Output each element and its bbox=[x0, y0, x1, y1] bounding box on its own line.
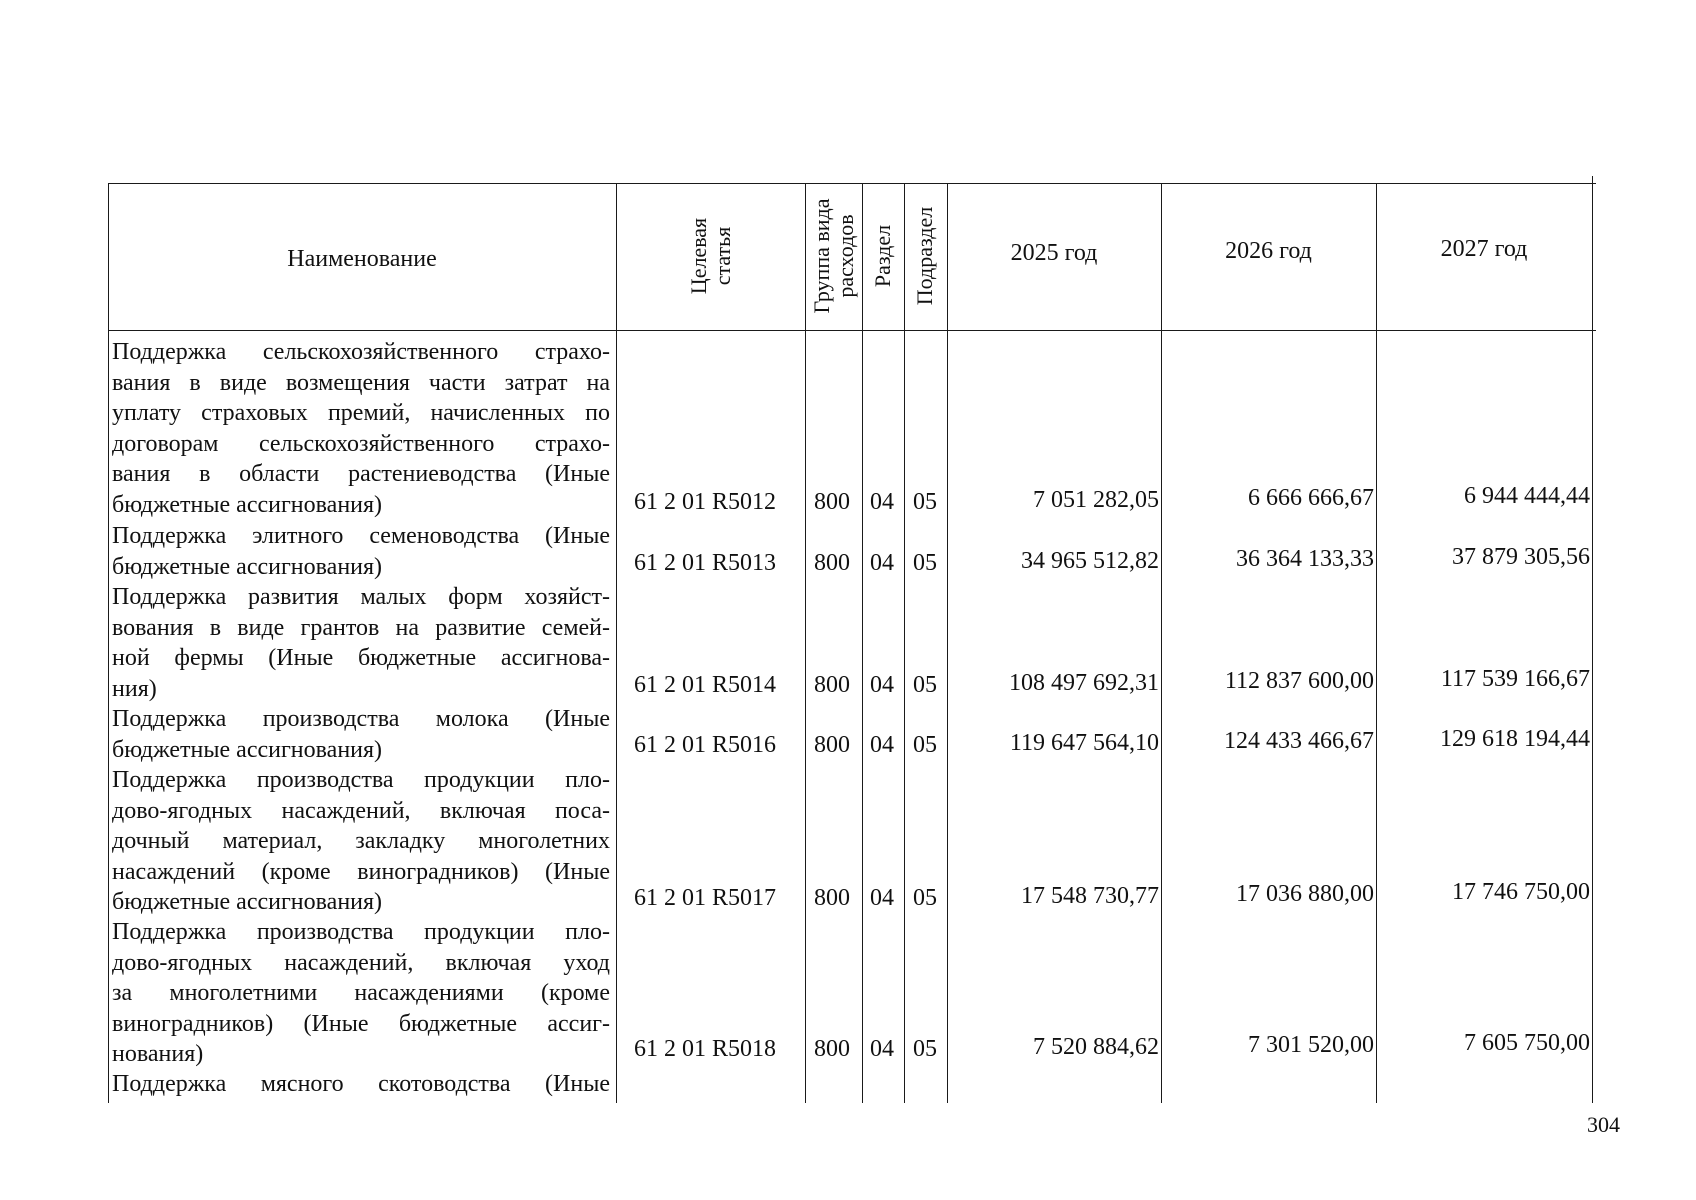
header-name: Наименование bbox=[287, 246, 437, 272]
row-3-group: 800 bbox=[814, 672, 850, 698]
row-4-2027: 129 618 194,44 bbox=[1440, 726, 1590, 752]
row-3-line-2: вования в виде грантов на развитие семей- bbox=[112, 614, 610, 641]
row-6-line-2: дово-ягодных насаждений, включая уход bbox=[112, 949, 610, 976]
row-5-line-3: дочный материал, закладку многолетних bbox=[112, 828, 610, 855]
row-6-line-1: Поддержка производства продукции пло- bbox=[112, 919, 610, 945]
row-3-line-3: ной фермы (Иные бюджетные ассигнова- bbox=[112, 645, 610, 672]
row-4-2025: 119 647 564,10 bbox=[1009, 730, 1159, 756]
row-6-2027: 7 605 750,00 bbox=[1464, 1030, 1590, 1056]
row-1-line-3: уплату страховых премий, начисленных по bbox=[112, 400, 610, 427]
row-6-group: 800 bbox=[814, 1036, 850, 1062]
row-7-line-1: Поддержка мясного скотоводства (Иные bbox=[112, 1071, 610, 1097]
row-3-line-1: Поддержка развития малых форм хозяйст- bbox=[112, 584, 610, 610]
col-divider-name bbox=[616, 183, 617, 1103]
row-6-line-5: нования) bbox=[112, 1041, 204, 1068]
row-1-subsection: 05 bbox=[913, 489, 937, 515]
row-1-name bbox=[112, 337, 610, 521]
row-2-2027: 37 879 305,56 bbox=[1452, 544, 1590, 570]
page-number: 304 bbox=[1587, 1112, 1620, 1137]
row-4-group: 800 bbox=[814, 732, 850, 758]
row-5-line-1: Поддержка производства продукции пло- bbox=[112, 767, 610, 793]
header-bottom-border bbox=[108, 330, 1596, 331]
row-5-section: 04 bbox=[870, 885, 894, 911]
row-2-subsection: 05 bbox=[913, 550, 937, 576]
row-1-line-4: договорам сельскохозяйственного страхо- bbox=[112, 430, 610, 457]
row-3-name bbox=[112, 582, 610, 704]
header-target-article-line1: Целевая bbox=[686, 217, 711, 295]
header-expense-group bbox=[810, 199, 858, 314]
header-target-article bbox=[687, 218, 735, 294]
row-1-code: 61 2 01 R5012 bbox=[634, 489, 777, 515]
row-1-line-6: бюджетные ассигнования) bbox=[112, 491, 383, 518]
row-6-section: 04 bbox=[870, 1036, 894, 1062]
row-6-line-3: за многолетними насаждениями (кроме bbox=[112, 980, 610, 1007]
row-6-2026: 7 301 520,00 bbox=[1248, 1032, 1374, 1058]
header-target-article-line2: статья bbox=[710, 226, 735, 286]
header-year-2026: 2026 год bbox=[1225, 238, 1312, 264]
row-1-line-5: вания в области растениеводства (Иные bbox=[112, 461, 610, 488]
col-divider-code bbox=[805, 183, 806, 1103]
row-5-2027: 17 746 750,00 bbox=[1452, 879, 1590, 905]
row-2-line-2: бюджетные ассигнования) bbox=[112, 553, 383, 580]
row-1-line-1: Поддержка сельскохозяйственного страхо- bbox=[112, 339, 610, 365]
table-right-border bbox=[1592, 176, 1593, 1103]
row-1-line-2: вания в виде возмещения части затрат на bbox=[112, 369, 610, 396]
row-3-line-4: ния) bbox=[112, 675, 157, 702]
row-4-section: 04 bbox=[870, 732, 894, 758]
col-divider-2025 bbox=[1161, 183, 1162, 1103]
row-5-name bbox=[112, 765, 610, 918]
row-3-code: 61 2 01 R5014 bbox=[634, 672, 777, 698]
row-5-line-5: бюджетные ассигнования) bbox=[112, 889, 383, 916]
row-7-name bbox=[112, 1069, 610, 1100]
header-expense-group-line2: расходов bbox=[833, 214, 858, 298]
row-6-2025: 7 520 884,62 bbox=[1033, 1034, 1159, 1060]
header-subsection: Подраздел bbox=[912, 206, 937, 306]
col-divider-section bbox=[904, 183, 905, 1103]
row-6-name bbox=[112, 917, 610, 1070]
row-4-line-1: Поддержка производства молока (Иные bbox=[112, 706, 610, 732]
row-2-code: 61 2 01 R5013 bbox=[634, 550, 777, 576]
row-4-code: 61 2 01 R5016 bbox=[634, 732, 777, 758]
row-5-group: 800 bbox=[814, 885, 850, 911]
row-5-line-4: насаждений (кроме виноградников) (Иные bbox=[112, 858, 610, 885]
row-5-2026: 17 036 880,00 bbox=[1236, 881, 1374, 907]
header-section: Раздел bbox=[870, 224, 895, 288]
col-divider-subsection bbox=[947, 183, 948, 1103]
row-1-2027: 6 944 444,44 bbox=[1464, 483, 1590, 509]
table-top-border bbox=[108, 183, 1596, 184]
row-1-group: 800 bbox=[814, 489, 850, 515]
row-1-section: 04 bbox=[870, 489, 894, 515]
row-3-2027: 117 539 166,67 bbox=[1440, 666, 1590, 692]
row-5-code: 61 2 01 R5017 bbox=[634, 885, 777, 911]
header-year-2025: 2025 год bbox=[1010, 240, 1098, 266]
col-divider-2026 bbox=[1376, 183, 1377, 1103]
row-1-2025: 7 051 282,05 bbox=[1033, 487, 1159, 513]
row-2-name bbox=[112, 521, 610, 582]
row-2-group: 800 bbox=[814, 550, 850, 576]
row-2-section: 04 bbox=[870, 550, 894, 576]
row-5-subsection: 05 bbox=[913, 885, 937, 911]
row-3-section: 04 bbox=[870, 672, 894, 698]
row-6-code: 61 2 01 R5018 bbox=[634, 1036, 777, 1062]
row-4-subsection: 05 bbox=[913, 732, 937, 758]
row-3-subsection: 05 bbox=[913, 672, 937, 698]
row-3-2025: 108 497 692,31 bbox=[1009, 670, 1159, 696]
col-divider-group bbox=[862, 183, 863, 1103]
row-5-line-2: дово-ягодных насаждений, включая поса- bbox=[112, 797, 610, 824]
row-2-2026: 36 364 133,33 bbox=[1236, 546, 1374, 572]
row-4-2026: 124 433 466,67 bbox=[1224, 728, 1374, 754]
row-6-subsection: 05 bbox=[913, 1036, 937, 1062]
row-5-2025: 17 548 730,77 bbox=[1021, 883, 1159, 909]
row-4-name bbox=[112, 704, 610, 765]
row-2-line-1: Поддержка элитного семеноводства (Иные bbox=[112, 523, 610, 549]
row-3-2026: 112 837 600,00 bbox=[1224, 668, 1374, 694]
row-6-line-4: виноградников) (Иные бюджетные ассиг- bbox=[112, 1010, 610, 1037]
row-4-line-2: бюджетные ассигнования) bbox=[112, 736, 383, 763]
header-year-2027: 2027 год bbox=[1440, 236, 1528, 262]
header-expense-group-line1: Группа вида bbox=[809, 198, 834, 314]
table-left-border bbox=[108, 183, 109, 1103]
row-1-2026: 6 666 666,67 bbox=[1248, 485, 1374, 511]
row-2-2025: 34 965 512,82 bbox=[1021, 548, 1159, 574]
